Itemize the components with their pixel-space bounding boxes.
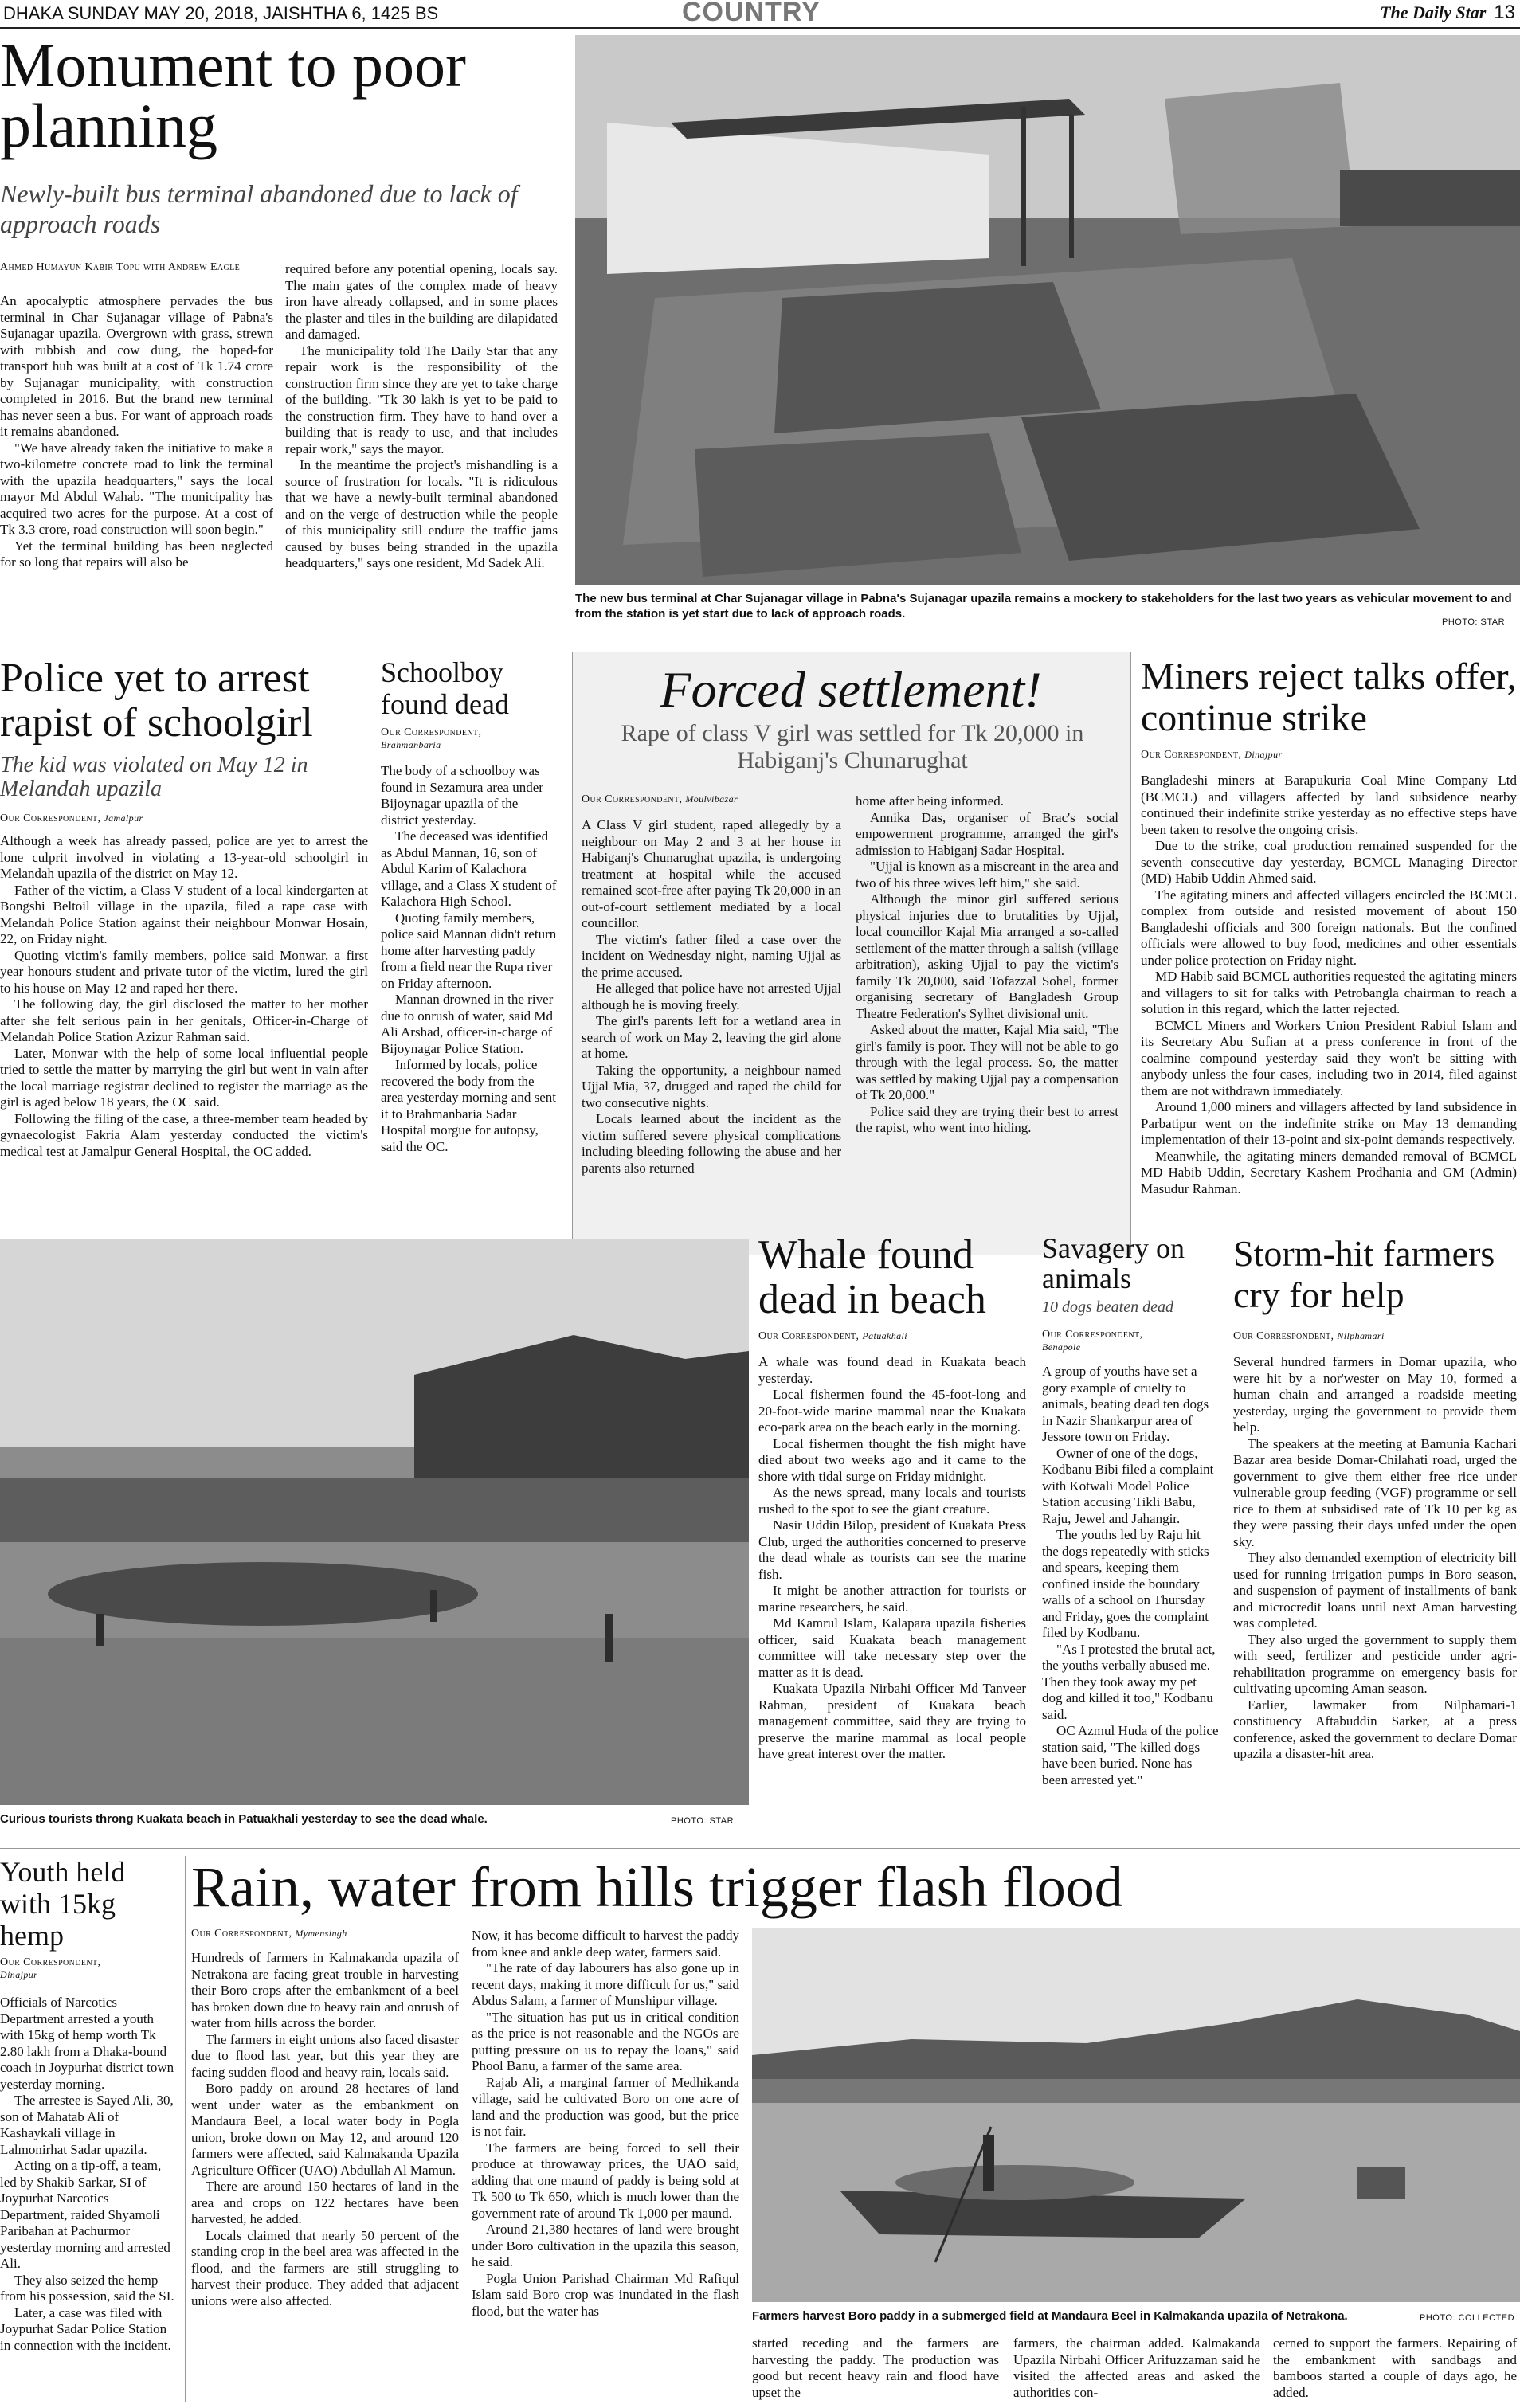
story3-headline: Schoolboy found dead [381,656,509,720]
byline-name: Our Correspondent, [0,812,101,824]
story9-body [0,1995,178,2354]
paragraph: Mannan drowned in the river due to onrush of water, said Md Ali Arshad, officer-in-charge of Bijoynagar Police Station. [381,992,554,1056]
story3-byline [381,726,564,752]
paragraph: Owner of one of the dogs, Kodbanu Bibi filed a complaint with Kotwali Model Police Station accusing Tikli Babu, Raju, Jewel and Jahangir. [1042,1445,1214,1526]
paragraph: Now, it has become difficult to harvest the paddy from knee and ankle deep water, farmers said. [472,1928,739,1960]
paragraph: Although the minor girl suffered serious physical injuries due to brutalities by Ujjal, local councillor Kajal Mia arranged a so-called settlement of the matter through a salish (village arbitration), asking Ujjal to pay the victim's family Tk 20,000, said Tofazzal Sohel, former organising secretary of Bangladesh Group Theatre Federation's Sylhet divisional unit. [856,891,1118,1021]
photo-illustration [752,1928,1520,2302]
story5-body [1141,773,1517,1197]
paragraph: Pogla Union Parishad Chairman Md Rafiqul Islam said Boro crop was inundated in the flash flood, but the water has [472,2270,739,2319]
byline-place: Patuakhali [862,1330,908,1341]
byline-name: Our Correspondent, [758,1330,860,1342]
paragraph: "As I protested the brutal act, the youths verbally abused me. Then they took away my pet dog and killed it too," Kodbanu said. [1042,1641,1216,1722]
paragraph: The municipality told The Daily Star that any repair work is the responsibility of the construction firm since they are yet to take charge of the building. "Tk 30 lakh is yet to be paid to the construction firm. They have to hand over a building that is ready to use, and that includes repair work," says the mayor. [285,343,558,456]
story2-headline: Police yet to arrest rapist of schoolgirl [0,656,313,746]
paragraph: The agitating miners and affected villagers encircled the BCMCL complex from outside and resisted movement of about 150 Bangladeshi officials and 300 foreign nationals. But the confined officials were allowed to buy food, medicines and other essentials under police protection on Friday night. [1141,887,1517,968]
story10-col4 [1013,2336,1260,2401]
paragraph: Nasir Uddin Bilop, president of Kuakata Press Club, urged the authorities concerned to preserve the dead whale as tourists can see the marine fish. [758,1517,1026,1582]
dateline: DHAKA SUNDAY MAY 20, 2018, JAISHTHA 6, 1425 BS [3,3,439,23]
paragraph: The arrestee is Sayed Ali, 30, son of Mahatab Ali of Kashaykali village in Lalmonirhat Sadar upazila. [0,2093,174,2157]
paragraph: It might be another attraction for tourists or marine researchers, he said. [758,1583,1026,1615]
photo-illustration [575,35,1520,585]
paragraph: Hundreds of farmers in Kalmakanda upazila of Netrakona are facing great trouble in harvesting their Boro crops after the embankment of a beel has broken down due to heavy rain and onrush of water from hills across the border. [191,1950,459,2030]
story7-byline [1042,1329,1222,1354]
paragraph: started receding and the farmers are harvesting the paddy. The production was good but recent heavy rain and flood have upset the [752,2336,999,2400]
paragraph: They also urged the government to supply them with seed, fertilizer and pesticide under agri-rehabilitation programme on emergency basis for cultivating upcoming Aman season. [1233,1631,1517,1696]
whale-credit: PHOTO: STAR [671,1816,735,1826]
paragraph: Father of the victim, a Class V student of a local kindergarten at Bongshi Beltoil village in the upazila, filed a rape case with Melandah Police Station against their neighbour Monwar Hosain, 22, on Friday night. [0,882,368,946]
story9-byline [0,1956,180,1982]
story7-headline: Savagery on animals [1042,1232,1185,1294]
paragraph: BCMCL Miners and Workers Union President Rabiul Islam and its Secretary Abu Sufian at a press conference in front of the coalmine compound yesterday said they won't be sitting with anybody unless the four cases, including two in 2014, filed against them are not withdrawn immediately. [1141,1017,1517,1098]
paragraph: Quoting victim's family members, police said Monwar, a first year honours student and private tutor of the victim, lured the girl to his house on May 12 and raped her there. [0,947,368,996]
paragraph: Yet the terminal building has been neglected for so long that repairs will also be [0,538,273,570]
byline-name: Our Correspondent, [1233,1330,1334,1342]
story2-byline [0,812,366,825]
paragraph: The youths led by Raju hit the dogs repeatedly with sticks and spears, keeping them confined inside the boundary walls of a school on Thursday and Friday, goes the complaint filed by Kodbanu. [1042,1527,1209,1640]
story8-byline [1233,1330,1517,1343]
byline-place: Dinajpur [1244,749,1283,760]
paragraph: Asked about the matter, Kajal Mia said, "The girl's family is poor. They will not be able to go through with the legal process. So, the matter was settled by making Ujjal pay a compensation of Tk 20,000." [856,1022,1118,1102]
paragraph: Following the filing of the case, a three-member team headed by gynaecologist Fakria Alam yesterday conducted the victim's medical test at Jamalpur General Hospital, the OC added. [0,1110,368,1159]
paragraph: Around 21,380 hectares of land were brought under Boro cultivation in the upazila this season, he said. [472,2222,739,2269]
paragraph: Local fishermen thought the fish might have died about two weeks ago and it came to the shore with tidal surge on Friday midnight. [758,1435,1026,1484]
byline-name: Our Correspondent, [1141,749,1242,761]
paragraph: Local fishermen found the 45-foot-long and 20-foot-wide marine mammal near the Kuakata eco-park area on the beach early in the morning. [758,1387,1026,1435]
section-title: COUNTRY [682,0,821,27]
story7-body [1042,1364,1219,1788]
whale-caption: Curious tourists throng Kuakata beach in Patuakhali yesterday to see the dead whale. [0,1812,488,1826]
photo-illustration [0,1239,749,1805]
paragraph: Locals learned about the incident as the victim suffered severe physical complications including bleeding following the abuse and her parents also returned [582,1111,841,1176]
paragraph: Due to the strike, coal production remained suspended for the seventh consecutive day yesterday, BCMCL Managing Director (MD) Habib Uddin Ahmed said. [1141,838,1517,886]
paragraph: They also demanded exemption of electricity bill used for running irrigation pumps in Boro season, and suspension of payment of installments of bank and microcredit loans until next Aman harvesting was completed. [1233,1550,1517,1631]
bus-terminal-photo [575,35,1520,585]
paragraph: Several hundred farmers in Domar upazila, who were hit by a nor'wester on May 10, formed a human chain and arranged a roadside meeting yesterday, urging the government to provide them help. [1233,1354,1517,1435]
paragraph: Boro paddy on around 28 hectares of land went under water as the embankment on Mandaura Beel, a local water body in Pogla union, broke down on May 12, and around 120 farmers were affected, said Kalmakanda Upazila Agriculture Officer (UAO) Abdullah Al Mamun. [191,2081,459,2178]
flood-credit: PHOTO: COLLECTED [1420,2313,1515,2323]
paragraph: They also seized the hemp from his possession, said the SI. [0,2272,174,2304]
paragraph: Kuakata Upazila Nirbahi Officer Md Tanveer Rahman, president of Kuakata beach management committee, said they are trying to preserve the marine mammal as local people have great interest over the matter. [758,1681,1026,1761]
paragraph: Earlier, lawmaker from Nilphamari-1 constituency Aftabuddin Sarker, at a press conference, asked the government to declare Domar upazila a disaster-hit area. [1233,1697,1517,1761]
story7-deck: 10 dogs beaten dead [1042,1298,1173,1316]
paragraph: Later, a case was filed with Joypurhat Sadar Police Station in connection with the incident. [0,2304,171,2353]
byline-name: Our Correspondent, [381,726,482,738]
paragraph: Later, Monwar with the help of some local influential people tried to settle the matter by marrying the girl but went in vain after the local marriage registrar declined to register the marriage as the girl is aged below 18 years, the OC said. [0,1045,368,1110]
story3-body [381,763,558,1155]
paragraph: The speakers at the meeting at Bamunia Kachari Bazar area beside Domar-Chilahati road, urged the government to give them either free rice under vulnerable group feeding (VGF) programme or sell rice to them at subsidised rate of Tk 10 per kg as they were passing their days unfed under the open sky. [1233,1435,1517,1549]
paragraph: The victim's father filed a case over the incident on Wednesday night, naming Ujjal as the prime accused. [582,931,841,980]
story6-headline: Whale found dead in beach [758,1232,986,1322]
paragraph: "We have already taken the initiative to make a two-kilometre concrete road to link the terminal with the upazila headquarters," says the local mayor Md Abdul Wahab. "The municipality has acquired two acres for the purpose. At a cost of Tk 3.3 crore, road construction will soon begin." [0,440,273,537]
story5-byline [1141,749,1515,762]
paragraph: "Ujjal is known as a miscreant in the area and two of his three wives left him," she said. [856,859,1118,891]
byline-name: Our Correspondent, [0,1956,101,1968]
paragraph: The following day, the girl disclosed the matter to her mother after she felt serious pain in her genitals, Officer-in-Charge of Melandah Police Station Azizur Rahman said. [0,996,368,1044]
logo: The Daily Star [1380,2,1487,22]
paragraph: Acting on a tip-off, a team, led by Shakib Sarkar, SI of Joypurhat Narcotics Department, raided Shyamoli Paribahan at Pachurmor yesterday morning and arrested Ali. [0,2158,170,2271]
paragraph: The farmers are being forced to sell their produce at throwaway prices, the UAO said, adding that one maund of paddy is being sold at Tk 500 to Tk 650, which is much lower than the government rate of around Tk 1,000 per maund. [472,2140,739,2221]
story4-col2 [856,793,1118,1137]
paragraph: Although a week has already passed, police are yet to arrest the lone culprit involved in violating a 13-year-old schoolgirl in Melandah upazila of the district on May 12. [0,833,368,881]
story8-headline: Storm-hit farmers cry for help [1233,1233,1495,1315]
paragraph: "The situation has put us in critical condition as the price is not reasonable and the NGOs are putting pressure on us to repay the loans," said Phool Banu, a farmer of the same area. [472,2009,739,2073]
story2-body [0,833,368,1160]
paragraph: A Class V girl student, raped allegedly by a neighbour on May 2 and 3 at her house in Habiganj's Chunarughat upazila, is undergoing treatment at hospital while the accused remained scot-free after paying Tk 20,000 in an out-of-court settlement mediated by a local councillor. [582,817,841,930]
paragraph: An apocalyptic atmosphere pervades the bus terminal in Char Sujanagar village of Pabna's Sujanagar upazila. Overgrown with grass, strewn with rubbish and cow dung, the hoped-for transport hub was built at a cost of Tk 1.74 crore by Sujanagar municipality, with construction completed in 2016. But the brand new terminal has never seen a bus. For want of approach roads it remains abandoned. [0,293,273,439]
story5-headline: Miners reject talks offer, continue strike [1141,656,1517,739]
paragraph: Bangladeshi miners at Barapukuria Coal Mine Company Ltd (BCMCL) and villagers affected by land subsidence nearby continued their indefinite strike yesterday as no effective steps have been taken to resolve the ongoing crisis. [1141,773,1517,837]
story10-col3 [752,2336,999,2401]
whale-photo [0,1239,749,1805]
paragraph: In the meantime the project's mishandling is a source of frustration for locals. "It is ridiculous that we have a newly-built terminal abandoned and on the verge of destruction while the people of this municipality still endure the traffic jams caused by buses being stranded in the upazila headquarters," says one resident, Md Sadek Ali. [285,457,558,570]
paragraph: Taking the opportunity, a neighbour named Ujjal Mia, 37, drugged and raped the child for two consecutive nights. [582,1062,841,1110]
byline-name: Our Correspondent, [582,793,683,805]
paragraph: Meanwhile, the agitating miners demanded removal of BCMCL MD Habib Uddin, Secretary Kashem Prodhania and GM (Admin) Masudur Rahman. [1141,1148,1517,1196]
paragraph: home after being informed. [856,793,1004,809]
paragraph: Locals claimed that nearly 50 percent of the standing crop in the beel area was affected in the flood, and the farmers are still struggling to harvest their produce. They added that adjacent unions were also affected. [191,2227,459,2308]
story9-headline: Youth held with 15kg hemp [0,1856,126,1952]
story1-byline: Ahmed Humayun Kabir Topu with Andrew Eagle [0,261,241,273]
paragraph: required before any potential opening, locals say. The main gates of the complex made of heavy iron have already collapsed, and in some places the plaster and tiles in the building are dilapidated and damaged. [285,261,558,342]
paragraph: Around 1,000 miners and villagers affected by land subsidence in Parbatipur went on the indefinite strike on May 13 demanding implementation of their 13-point and six-point demands respectively. [1141,1099,1517,1147]
paragraph: A group of youths have set a gory example of cruelty to animals, beating dead ten dogs in Nazir Shankarpur area of Jessore town on Friday. [1042,1364,1209,1444]
paragraph: The farmers in eight unions also faced disaster due to flood last year, but this year they are facing sudden flood and heavy rain, locals said. [191,2031,459,2080]
byline-name: Our Correspondent, [191,1928,292,1940]
byline-name: Our Correspondent, [1042,1329,1143,1341]
paragraph: A whale was found dead in Kuakata beach yesterday. [758,1354,1026,1386]
story4-col1 [582,817,841,1177]
paragraph: Annika Das, organiser of Brac's social empowerment programme, arranged the girl's admission to Habiganj Sadar Hospital. [856,809,1118,858]
story6-byline [758,1330,1029,1343]
byline-place: Mymensingh [295,1928,347,1939]
paragraph: Quoting family members, police said Mannan didn't return home after harvesting paddy from a field near the Rupa river on Friday afternoon. [381,910,557,991]
paragraph: He alleged that police have not arrested Ujjal although he is moving freely. [582,981,841,1012]
paragraph: Officials of Narcotics Department arrested a youth with 15kg of hemp worth Tk 2.80 lakh from a Dhaka-bound coach in Joypurhat district town yesterday morning. [0,1995,174,2092]
column-rule [185,1856,186,2402]
paragraph: Md Kamrul Islam, Kalapara upazila fisheries officer, said Kuakata beach management committee will take necessary step over the matter as it is dead. [758,1615,1026,1680]
paragraph: The girl's parents left for a wetland area in search of work on May 2, leaving the girl alone at home. [582,1013,841,1061]
paragraph: Informed by locals, police recovered the body from the area yesterday morning and sent it to Brahmanbaria Sadar Hospital morgue for autopsy, said the OC. [381,1057,556,1154]
paragraph: OC Azmul Huda of the police station said, "The killed dogs have been buried. None has been arrested yet." [1042,1723,1219,1787]
paragraph: "The rate of day labourers has also gone up in recent days, making it more difficult for us," said Abdus Salam, a farmer of Munshipur village. [472,1960,739,2008]
masthead [1380,2,1515,24]
story2-deck: The kid was violated on May 12 in Melandah upazila [0,753,308,801]
paragraph: As the news spread, many locals and tourists rushed to the spot to see the giant creature. [758,1485,1026,1517]
flood-photo [752,1928,1520,2302]
byline-place: Nilphamari [1337,1330,1385,1341]
flood-caption: Farmers harvest Boro paddy in a submerged field at Mandaura Beel in Kalmakanda upazila of Netrakona. [752,2309,1348,2323]
story10-col1 [191,1950,459,2309]
story8-body [1233,1354,1517,1763]
story1-deck: Newly-built bus terminal abandoned due to lack of approach roads [0,179,518,238]
paragraph: The body of a schoolboy was found in Sezamura area under Bijoynagar upazila of the district yesterday. [381,763,543,828]
story10-col2 [472,1928,739,2320]
byline-place: Brahmanbaria [381,739,441,750]
story10-col5 [1273,2336,1517,2401]
byline-place: Jamalpur [104,812,143,824]
story4-deck: Rape of class V girl was settled for Tk 20,000 in Habiganj's Chunarughat [621,720,1084,773]
paragraph: The deceased was identified as Abdul Mannan, 16, son of Abdul Karim of Kalachora village, and a Class X student of Kalachora High School. [381,828,557,909]
story6-body [758,1354,1026,1763]
story1-col2 [285,261,558,572]
paragraph: Police said they are trying their best to arrest the rapist, who went into hiding. [856,1103,1118,1135]
story4-headline: Forced settlement! [660,661,1042,718]
story1-headline: Monument to poor planning [0,30,466,160]
story1-caption: The new bus terminal at Char Sujanagar village in Pabna's Sujanagar upazila remains a mockery to stakeholders for the last two years as vehicular movement to and from the station is yet start due to lack of approach roads. [575,592,1512,621]
page-number: 13 [1494,2,1515,23]
paragraph: There are around 150 hectares of land in the area and crops on 122 hectares have been harvested, he added. [191,2179,459,2226]
story10-headline: Rain, water from hills trigger flash flood [191,1855,1123,1919]
paragraph: Rajab Ali, a marginal farmer of Medhikanda village, said he cultivated Boro on one acre of land and the production was good, but the price is not fair. [472,2074,739,2139]
paragraph: cerned to support the farmers. Repairing of the embankment with sandbags and bamboos started a couple of days ago, he added. [1273,2336,1517,2400]
story4-byline [582,793,836,806]
paragraph: farmers, the chairman added. Kalmakanda Upazila Nirbahi Officer Arifuzzaman said he visited the affected areas and asked the authorities con- [1013,2336,1260,2400]
story1-col1 [0,293,273,571]
paragraph: MD Habib said BCMCL authorities requested the agitating miners and villagers to sit for talks with Petrobangla chairman to reach a solution in this regard, which the latter rejected. [1141,969,1517,1016]
divider [0,1848,1520,1849]
byline-place: Dinajpur [0,1969,38,1980]
page-header [0,0,1520,29]
story10-byline [191,1928,462,1940]
story1-credit: PHOTO: STAR [1442,617,1506,627]
byline-place: Benapole [1042,1341,1081,1353]
byline-place: Moulvibazar [685,793,738,805]
